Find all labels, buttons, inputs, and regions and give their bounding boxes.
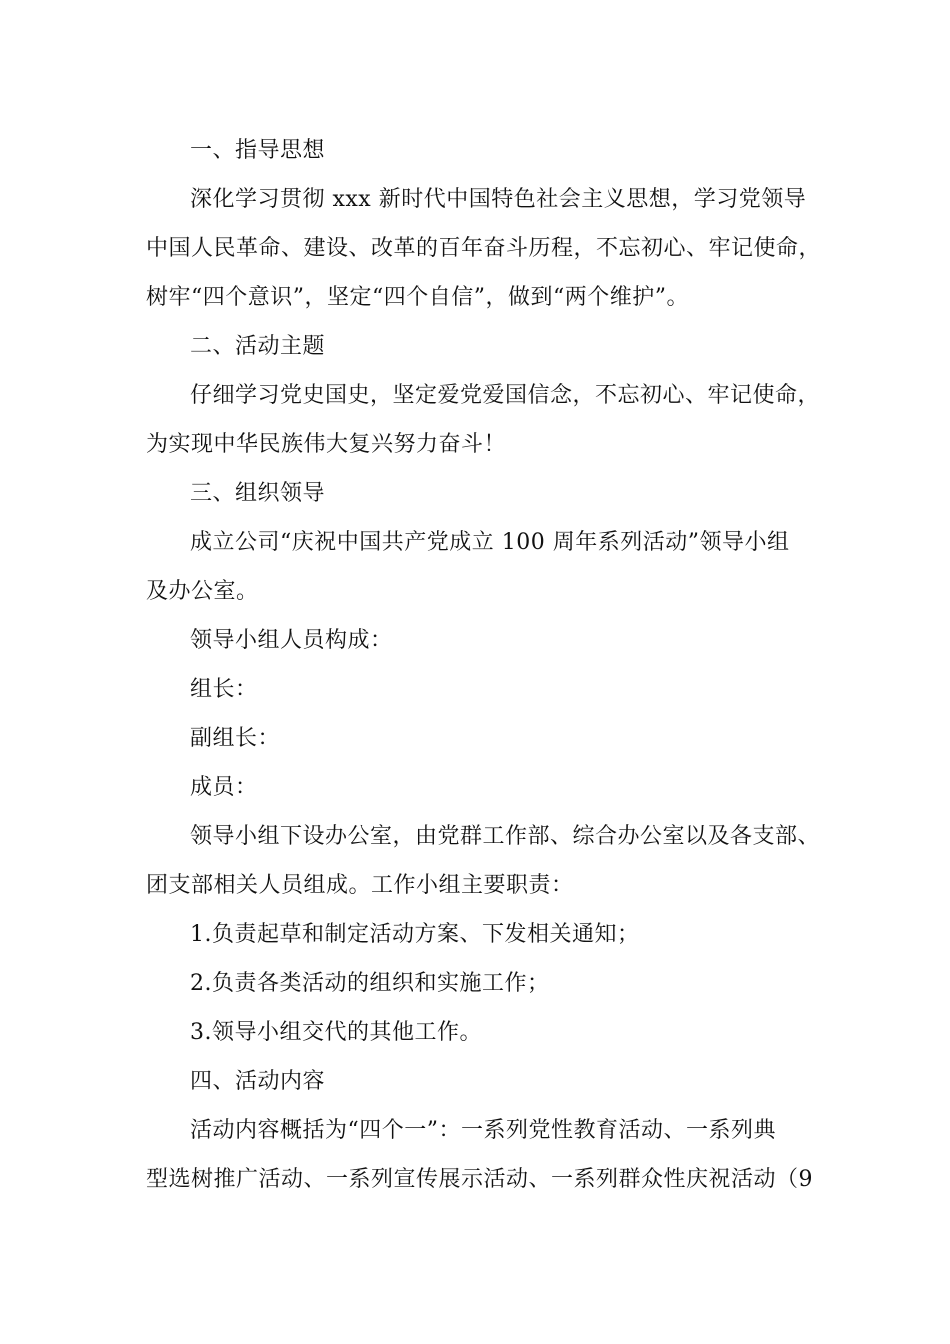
body-paragraph xyxy=(146,371,821,469)
text-line: 二、活动主题 xyxy=(190,334,326,359)
text-line: 三、组织领导 xyxy=(190,481,326,506)
text-line: 仔细学习党史国史，坚定爱党爱国信念，不忘初心、牢记使命， xyxy=(190,383,821,408)
text-line: 活动内容概括为“四个一”：一系列党性教育活动、一系列典 xyxy=(190,1118,776,1143)
body-paragraph xyxy=(146,1106,814,1204)
section-heading xyxy=(146,126,814,175)
text-line: 深化学习贯彻 xxx 新时代中国特色社会主义思想，学习党领导 xyxy=(190,187,807,212)
section-heading xyxy=(146,1057,814,1106)
text-line: 型选树推广活动、一系列宣传展示活动、一系列群众性庆祝活动（9 xyxy=(146,1167,813,1192)
text-line: 组长： xyxy=(190,677,258,702)
body-paragraph xyxy=(146,175,822,322)
text-line: 副组长： xyxy=(190,726,281,751)
body-paragraph xyxy=(146,812,821,910)
body-paragraph xyxy=(146,518,814,616)
body-paragraph xyxy=(146,763,814,812)
text-line: 树牢“四个意识”，坚定“四个自信”，做到“两个维护”。 xyxy=(146,285,689,310)
text-line: 中国人民革命、建设、改革的百年奋斗历程，不忘初心、牢记使命， xyxy=(146,236,822,261)
body-paragraph xyxy=(146,714,814,763)
text-line: 及办公室。 xyxy=(146,579,259,604)
text-line: 为实现中华民族伟大复兴努力奋斗！ xyxy=(146,432,507,457)
text-line: 领导小组人员构成： xyxy=(190,628,393,653)
text-line: 1.负责起草和制定活动方案、下发相关通知； xyxy=(190,922,640,947)
list-item xyxy=(146,959,814,1008)
list-item xyxy=(146,910,814,959)
list-item xyxy=(146,1008,814,1057)
text-line: 3.领导小组交代的其他工作。 xyxy=(190,1020,482,1045)
text-line: 团支部相关人员组成。工作小组主要职责： xyxy=(146,873,574,898)
text-line: 领导小组下设办公室，由党群工作部、综合办公室以及各支部、 xyxy=(190,824,821,849)
body-paragraph xyxy=(146,665,814,714)
text-line: 成员： xyxy=(190,775,258,800)
section-heading xyxy=(146,322,814,371)
section-heading xyxy=(146,469,814,518)
text-line: 2.负责各类活动的组织和实施工作； xyxy=(190,971,550,996)
text-line: 四、活动内容 xyxy=(190,1069,326,1094)
text-line: 成立公司“庆祝中国共产党成立 100 周年系列活动”领导小组 xyxy=(190,530,790,555)
document-body xyxy=(146,126,822,1204)
text-line: 一、指导思想 xyxy=(190,138,326,163)
body-paragraph xyxy=(146,616,814,665)
